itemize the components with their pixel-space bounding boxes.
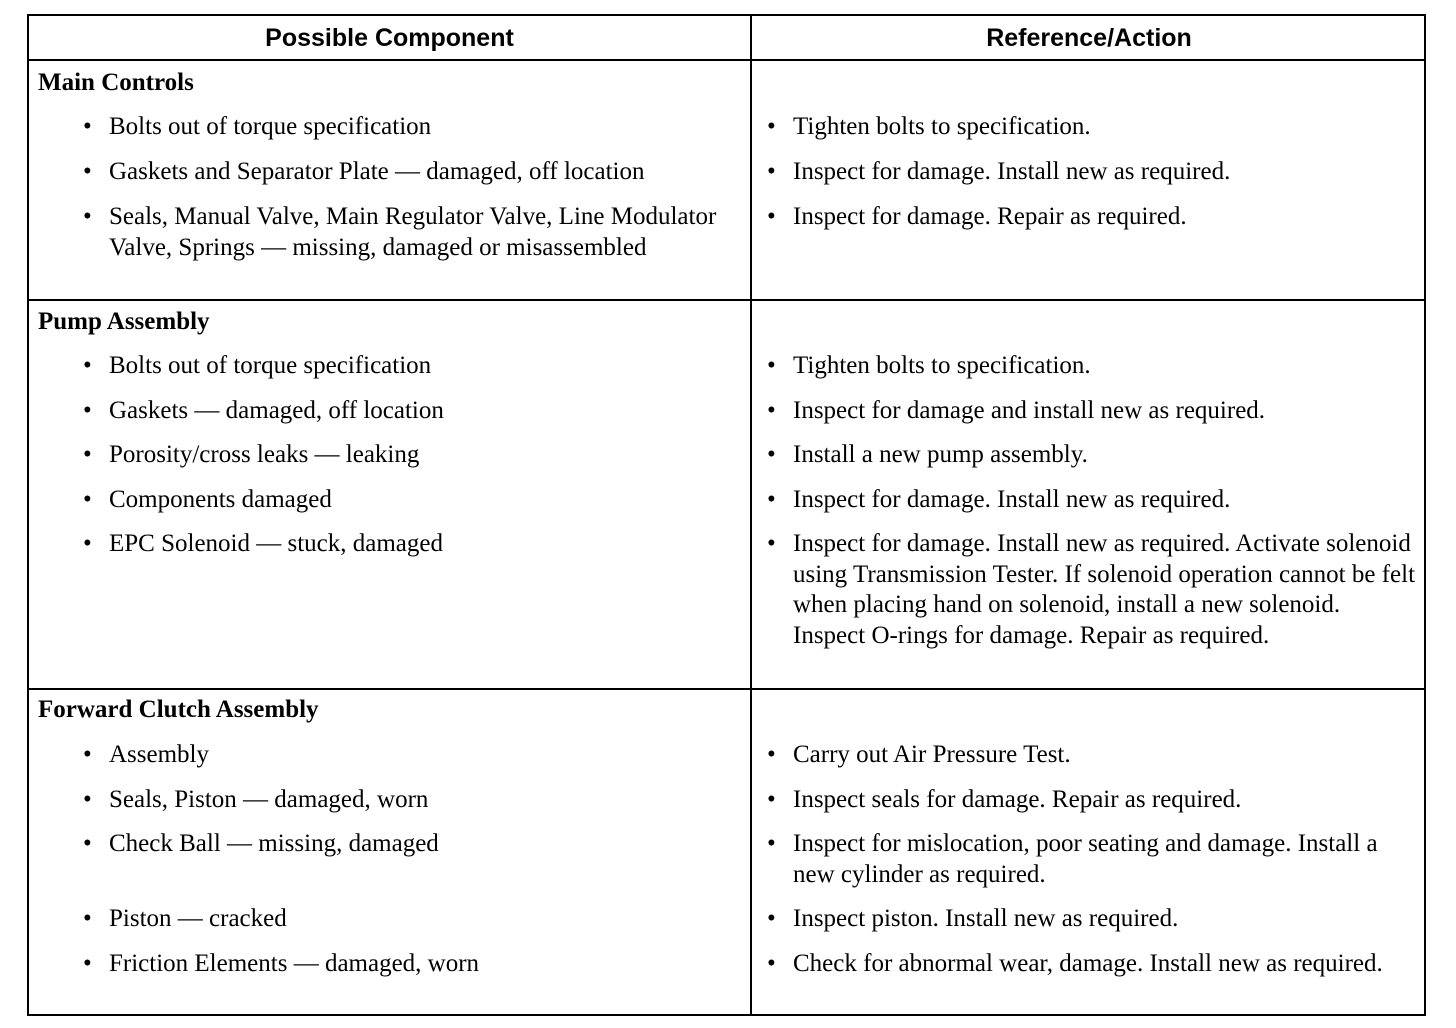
action-item: • Inspect for damage. Repair as required. (767, 202, 1427, 233)
bullet-icon: • (83, 486, 92, 513)
bullet-icon: • (83, 441, 92, 468)
action-item: • Tighten bolts to specification. (767, 351, 1427, 382)
component-item: • Components damaged (83, 485, 743, 516)
component-item: • Seals, Piston — damaged, worn (83, 785, 743, 816)
component-item: • Bolts out of torque specification (83, 351, 743, 382)
component-item: • Seals, Manual Valve, Main Regulator Valve, Line Modulator Valve, Springs — missing, damaged or misassembled (83, 203, 717, 261)
bullet-icon: • (83, 741, 92, 768)
action-item: • Inspect for damage. Install new as required. (767, 157, 1427, 188)
action-item: • Carry out Air Pressure Test. (767, 740, 1427, 771)
bullet-icon: • (767, 530, 776, 557)
bullet-icon: • (767, 905, 776, 932)
column-divider (750, 16, 752, 1014)
bullet-icon: • (767, 950, 776, 977)
component-item: • Gaskets — damaged, off location (83, 396, 743, 427)
bullet-icon: • (83, 530, 92, 557)
bullet-icon: • (83, 786, 92, 813)
bullet-icon: • (767, 397, 776, 424)
bullet-icon: • (767, 441, 776, 468)
bullet-icon: • (767, 352, 776, 379)
header-possible-component: Possible Component (265, 23, 514, 52)
action-item: • Inspect for mislocation, poor seating and damage. Install a new cylinder as required. (767, 830, 1378, 888)
bullet-icon: • (83, 905, 92, 932)
bullet-icon: • (83, 158, 92, 185)
bullet-icon: • (767, 741, 776, 768)
bullet-icon: • (83, 950, 92, 977)
component-item: • Bolts out of torque specification (83, 112, 743, 143)
bullet-icon: • (767, 786, 776, 813)
action-item: • Tighten bolts to specification. (767, 112, 1427, 143)
bullet-icon: • (83, 352, 92, 379)
component-item: • Check Ball — missing, damaged (83, 829, 743, 860)
bullet-icon: • (83, 203, 92, 230)
component-item: • Gaskets and Separator Plate — damaged, off location (83, 157, 743, 188)
header-reference-action: Reference/Action (986, 23, 1192, 52)
bullet-icon: • (83, 113, 92, 140)
component-item: • Piston — cracked (83, 904, 743, 935)
bullet-icon: • (767, 830, 776, 857)
component-item: • Porosity/cross leaks — leaking (83, 440, 743, 471)
component-item: • Assembly (83, 740, 743, 771)
section-title-pump-assembly: Pump Assembly (38, 308, 210, 335)
action-item: • Inspect seals for damage. Repair as required. (767, 785, 1427, 816)
section-title-main-controls: Main Controls (38, 69, 194, 96)
header-divider (29, 59, 1424, 61)
bullet-icon: • (767, 113, 776, 140)
action-item: • Inspect for damage. Install new as required. Activate solenoid using Transmission Tester. If solenoid operation cannot be felt when placing hand on solenoid, install a new solenoid. Inspect O-rings for damage. Repair as required. (767, 530, 1416, 649)
action-item: • Inspect for damage. Install new as required. (767, 485, 1427, 516)
bullet-icon: • (767, 158, 776, 185)
diagnosis-table (27, 14, 1426, 1016)
bullet-icon: • (83, 397, 92, 424)
action-item: • Inspect for damage and install new as required. (767, 396, 1427, 427)
bullet-icon: • (767, 486, 776, 513)
section-divider (29, 688, 1424, 690)
section-divider (29, 299, 1424, 301)
component-item: • EPC Solenoid — stuck, damaged (83, 529, 743, 560)
action-item: • Install a new pump assembly. (767, 440, 1427, 471)
action-item: • Inspect piston. Install new as required. (767, 904, 1427, 935)
component-item: • Friction Elements — damaged, worn (83, 949, 743, 980)
bullet-icon: • (83, 830, 92, 857)
section-title-forward-clutch-assembly: Forward Clutch Assembly (38, 696, 319, 723)
action-item: • Check for abnormal wear, damage. Install new as required. (767, 949, 1387, 980)
bullet-icon: • (767, 203, 776, 230)
